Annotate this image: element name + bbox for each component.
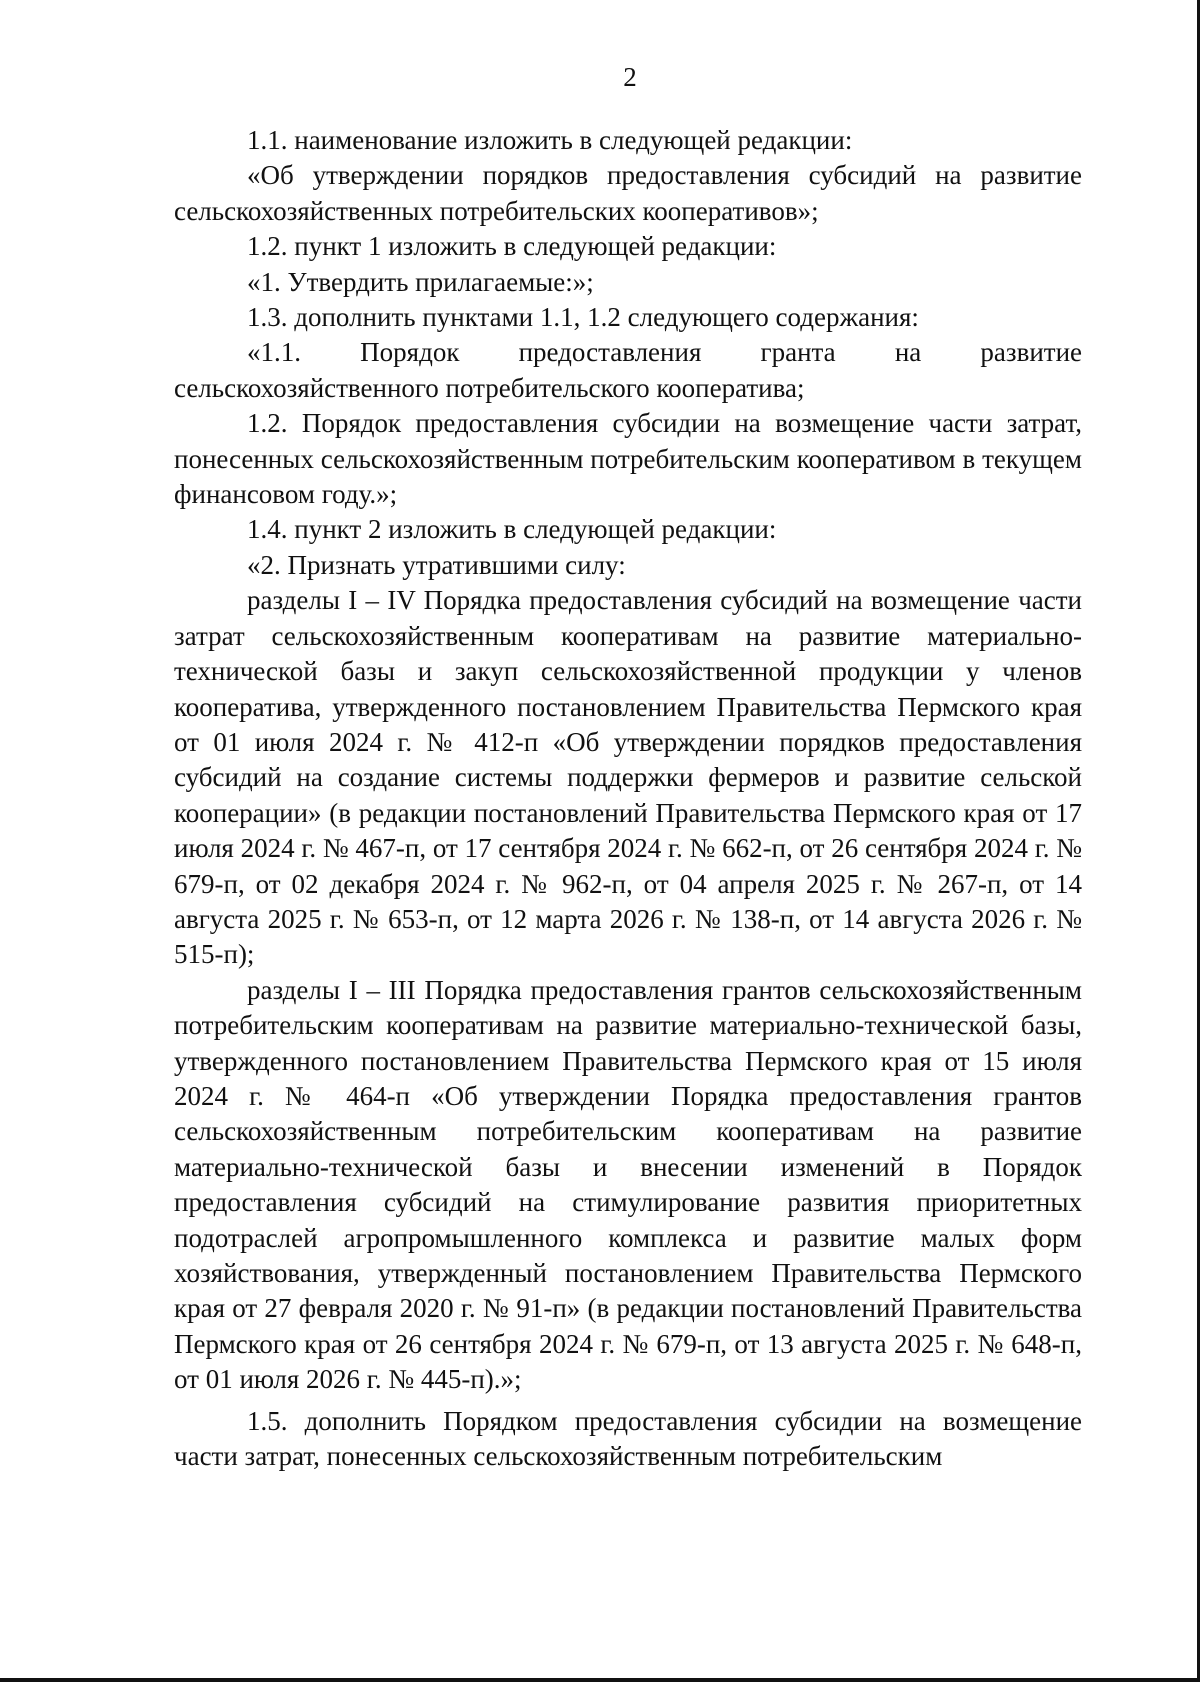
paragraph-1-5: 1.5. дополнить Порядком предоставления субсидии на возмещение части затрат, понесенных сельскохозяйственным потребительским	[174, 1405, 1082, 1472]
page-number: 2	[623, 62, 637, 92]
paragraph-item-1-1-quote: «1.1. Порядок предоставления гранта на развитие сельскохозяйственного потребительского кооператива;	[174, 337, 1082, 403]
paragraph-1-1: 1.1. наименование изложить в следующей редакции:	[247, 125, 853, 155]
paragraph-item-1-quote: «1. Утвердить прилагаемые:»;	[247, 266, 594, 297]
paragraph-item-2-quote: «2. Признать утратившими силу:	[247, 549, 626, 580]
scan-edge-bottom	[0, 1678, 1200, 1682]
paragraph-1-3: 1.3. дополнить пунктами 1.1, 1.2 следующего содержания:	[247, 302, 919, 333]
document-body	[174, 123, 1082, 1474]
paragraph-1-4: 1.4. пункт 2 изложить в следующей редакции:	[247, 514, 777, 545]
paragraph-title-quote: «Об утверждении порядков предоставления субсидий на развитие сельскохозяйственных потребительских кооперативов»;	[174, 160, 1082, 226]
paragraph-sections-i-iii: разделы I – III Порядка предоставления грантов сельскохозяйственным потребительским кооперативам на развитие материально-технической базы, утвержденного постановлением Правительства Пермского края от 15 июля 2024 г. № 464-п «Об утверждении Порядка предоставления грантов сельскохозяйственным потребительским кооперативам на развитие материально-технической базы и внесении изменений в Порядок предоставления субсидий на стимулирование развития приоритетных подотраслей агропромышленного комплекса и развитие малых форм хозяйствования, утвержденный постановлением Правительства Пермского края от 27 февраля 2020 г. № 91-п» (в редакции постановлений Правительства Пермского края от 26 сентября 2024 г. № 679-п, от 13 августа 2025 г. № 648-п, от 01 июля 2026 г. № 445-п).»;	[174, 974, 1082, 1395]
paragraph-item-1-2-quote: 1.2. Порядок предоставления субсидии на возмещение части затрат, понесенных сельскохозяйственным потребительским кооперативом в текущем финансовом году.»;	[174, 408, 1082, 510]
paragraph-1-2: 1.2. пункт 1 изложить в следующей редакции:	[247, 231, 777, 262]
paragraph-sections-i-iv: разделы I – IV Порядка предоставления субсидий на возмещение части затрат сельскохозяйственным кооперативам на развитие материально-технической базы и закуп сельскохозяйственной продукции у членов кооператива, утвержденного постановлением Правительства Пермского края от 01 июля 2024 г. № 412-п «Об утверждении порядков предоставления субсидий на создание системы поддержки фермеров и развитие сельской кооперации» (в редакции постановлений Правительства Пермского края от 17 июля 2024 г. № 467-п, от 17 сентября 2024 г. № 662-п, от 26 сентября 2024 г. № 679-п, от 02 декабря 2024 г. № 962-п, от 04 апреля 2025 г. № 267-п, от 14 августа 2025 г. № 653-п, от 12 марта 2026 г. № 138-п, от 14 августа 2026 г. № 515-п);	[174, 585, 1083, 970]
